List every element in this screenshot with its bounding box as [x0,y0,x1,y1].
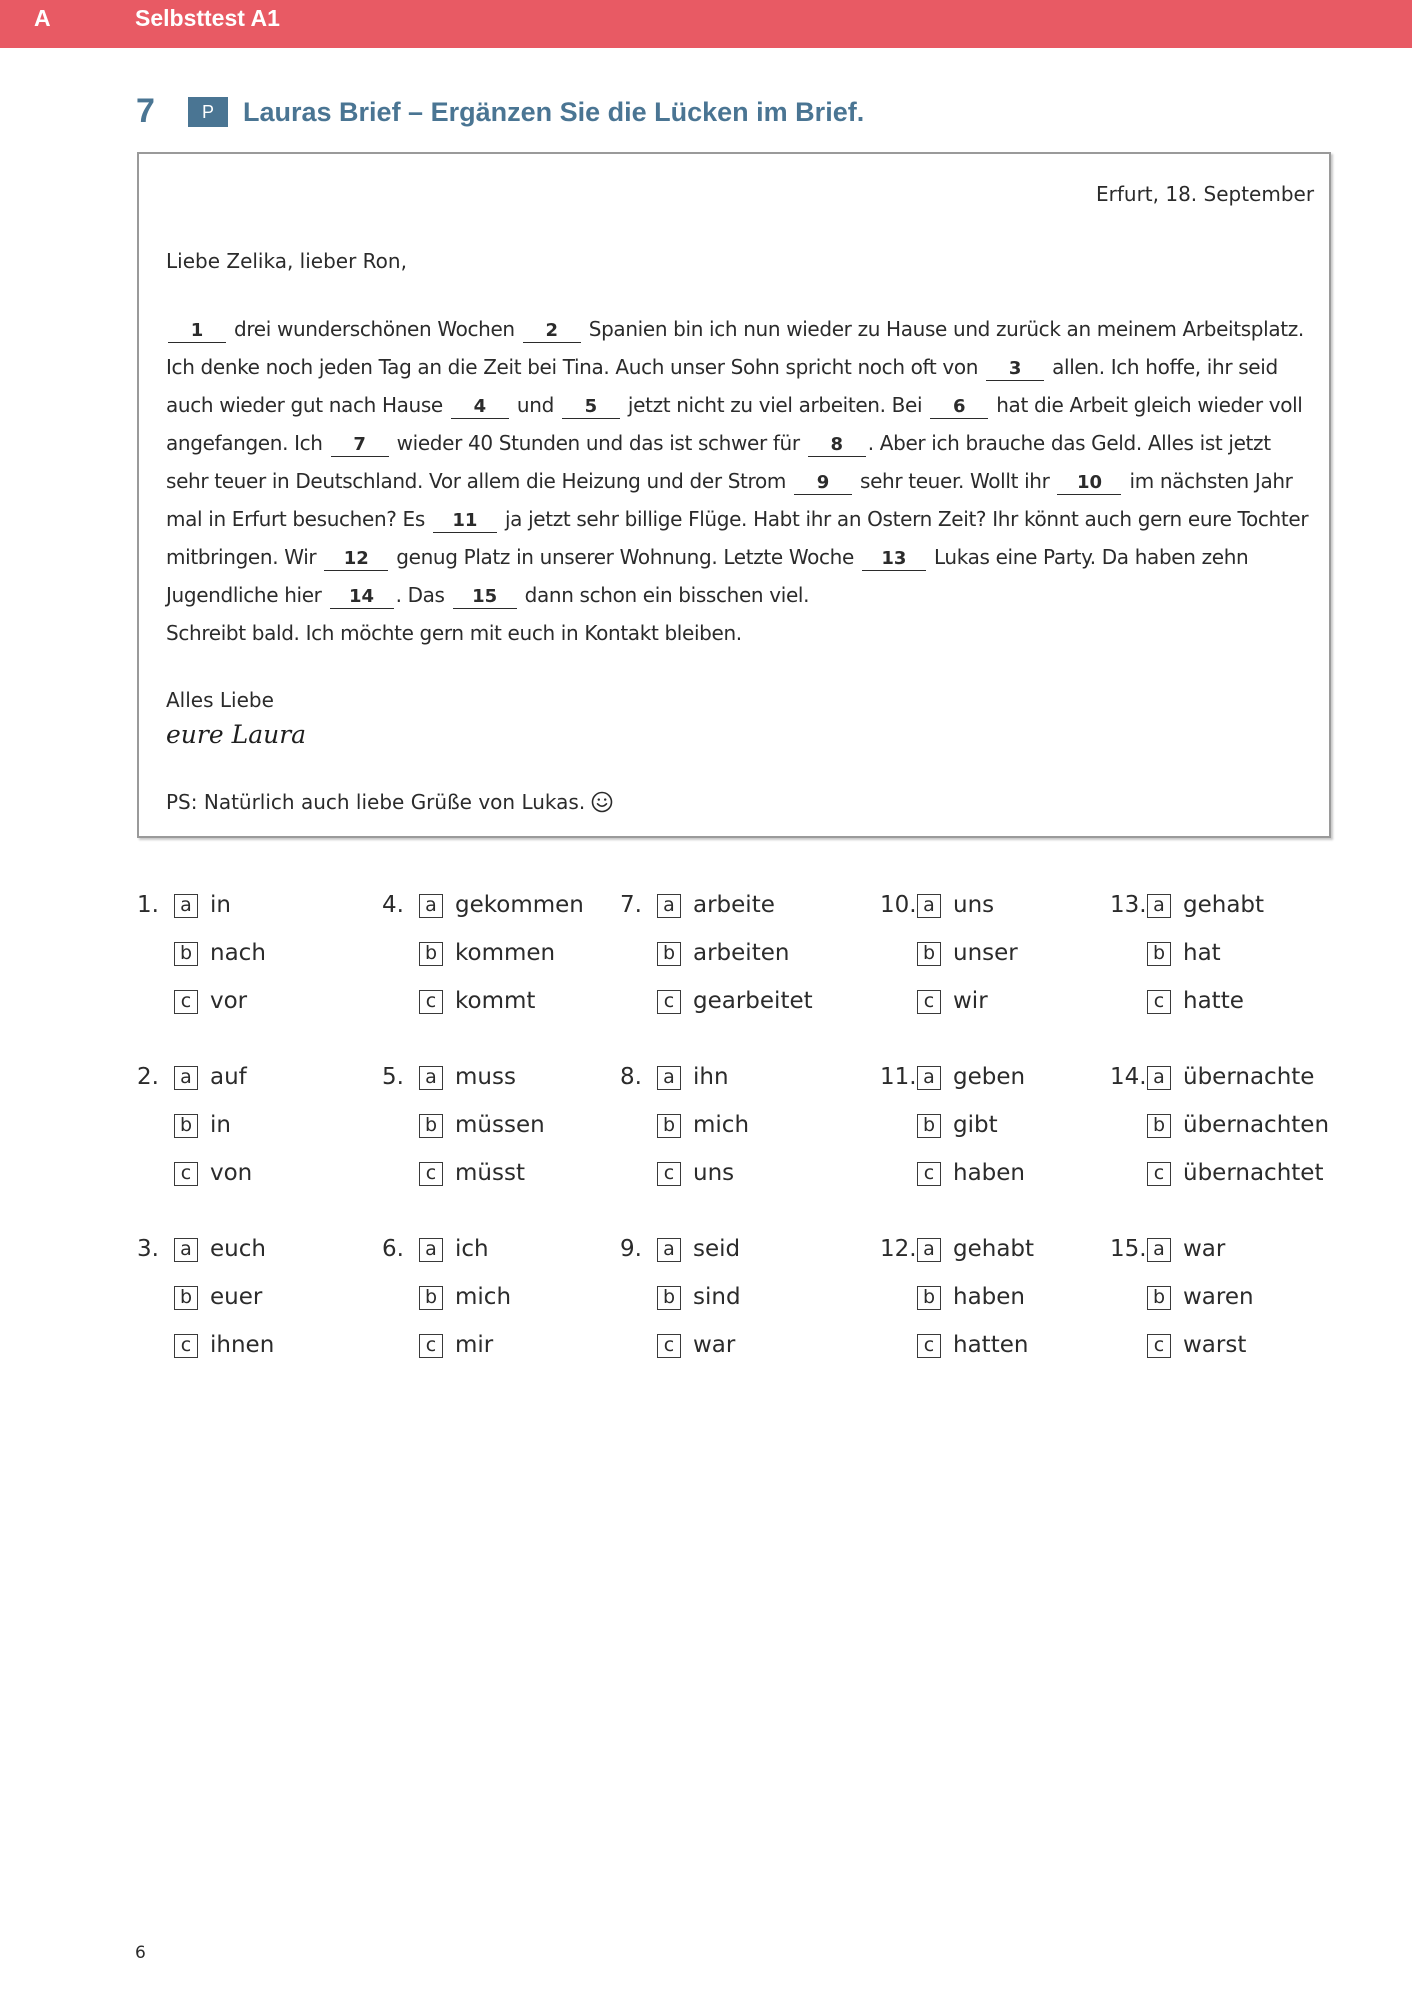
option-number: 10. [880,892,917,918]
checkbox-c[interactable]: c [1147,990,1171,1014]
option-label: war [1183,1236,1226,1262]
option-label: muss [455,1064,516,1090]
option-choice-b[interactable] [657,1284,741,1314]
option-label: warst [1183,1332,1247,1358]
checkbox-a[interactable]: a [174,894,198,918]
option-choice-a[interactable] [174,1236,266,1266]
checkbox-c[interactable]: c [419,1162,443,1186]
letter-text-segment: Schreibt bald. Ich möchte gern mit euch in Kontakt bleiben. [166,621,742,645]
header-title: Selbsttest A1 [135,5,280,31]
option-choice-c[interactable] [917,988,988,1018]
option-label: gibt [953,1112,998,1138]
option-label: müsst [455,1160,525,1186]
option-choice-a[interactable] [917,1064,1025,1094]
option-choice-b[interactable] [1147,1284,1254,1314]
checkbox-c[interactable]: c [1147,1162,1171,1186]
gap-blank-3: 3 [986,358,1044,381]
option-label: hat [1183,940,1221,966]
option-label: mich [455,1284,512,1310]
gap-blank-1: 1 [168,320,226,343]
gap-blank-9: 9 [794,472,852,495]
gap-blank-4: 4 [451,396,509,419]
checkbox-b[interactable]: b [419,1114,443,1138]
letter-text-segment: dann schon ein bisschen viel. [518,583,810,607]
checkbox-b[interactable]: b [419,942,443,966]
checkbox-b[interactable]: b [1147,1286,1171,1310]
option-label: übernachtet [1183,1160,1324,1186]
option-choice-c[interactable] [419,988,535,1018]
checkbox-c[interactable]: c [657,1162,681,1186]
checkbox-a[interactable]: a [657,894,681,918]
option-choice-b[interactable] [657,1112,749,1142]
option-choice-a[interactable] [174,892,231,922]
letter-text-segment: wieder 40 Stunden und das ist schwer für [390,431,806,455]
option-choice-b[interactable] [174,940,266,970]
checkbox-c[interactable]: c [174,990,198,1014]
letter-text-segment: allen. Ich hoffe, ihr seid [1046,355,1278,379]
checkbox-a[interactable]: a [1147,894,1171,918]
option-choice-b[interactable] [917,1112,998,1142]
option-choice-c[interactable] [174,988,247,1018]
letter-text-segment: Jugendliche hier [166,583,328,607]
letter-text-segment: im nächsten Jahr [1123,469,1293,493]
option-choice-c[interactable] [1147,1160,1323,1190]
checkbox-c[interactable]: c [419,990,443,1014]
option-number: 8. [620,1064,642,1090]
checkbox-a[interactable]: a [657,1238,681,1262]
option-label: vor [210,988,248,1014]
gap-blank-14: 14 [330,586,394,609]
gap-blank-15: 15 [453,586,517,609]
letter-text-segment: mitbringen. Wir [166,545,323,569]
option-number: 4. [382,892,404,918]
option-choice-b[interactable] [174,1112,231,1142]
letter-text-segment: Spanien bin ich nun wieder zu Hause und zurück an meinem Arbeitsplatz. [582,317,1304,341]
option-choice-a[interactable] [174,1064,247,1094]
option-label: arbeiten [693,940,790,966]
option-choice-c[interactable] [657,1160,734,1190]
option-number: 12. [880,1236,917,1262]
checkbox-a[interactable]: a [657,1066,681,1090]
exercise-title: Lauras Brief – Ergänzen Sie die Lücken im Brief. [243,97,865,127]
checkbox-a[interactable]: a [1147,1066,1171,1090]
option-choice-b[interactable] [419,1112,545,1142]
option-label: geben [953,1064,1026,1090]
checkbox-c[interactable]: c [174,1334,198,1358]
option-choice-a[interactable] [1147,892,1264,922]
option-label: übernachten [1183,1112,1330,1138]
checkbox-a[interactable]: a [419,894,443,918]
option-label: haben [953,1284,1025,1310]
letter-text-segment: Ich denke noch jeden Tag an die Zeit bei Tina. Auch unser Sohn spricht noch oft von [166,355,985,379]
checkbox-a[interactable]: a [419,1238,443,1262]
checkbox-b[interactable]: b [174,942,198,966]
option-choice-c[interactable] [1147,1332,1246,1362]
letter-text-segment: drei wunderschönen Wochen [228,317,521,341]
checkbox-c[interactable]: c [174,1162,198,1186]
checkbox-c[interactable]: c [917,1334,941,1358]
option-choice-c[interactable] [419,1160,525,1190]
option-label: auf [210,1064,247,1090]
checkbox-c[interactable]: c [1147,1334,1171,1358]
gap-blank-5: 5 [562,396,620,419]
letter-text-segment: . Aber ich brauche das Geld. Alles ist jetzt [867,431,1271,455]
option-label: gearbeitet [693,988,813,1014]
checkbox-b[interactable]: b [174,1286,198,1310]
option-choice-a[interactable] [1147,1064,1314,1094]
letter-ps [166,790,613,814]
option-choice-c[interactable] [1147,988,1244,1018]
letter-text-segment: und [510,393,560,417]
checkbox-c[interactable]: c [419,1334,443,1358]
option-choice-a[interactable] [1147,1236,1225,1266]
letter-text-segment: mal in Erfurt besuchen? Es [166,507,431,531]
option-label: war [693,1332,736,1358]
gap-blank-2: 2 [523,320,581,343]
option-choice-b[interactable] [1147,940,1221,970]
option-choice-a[interactable] [657,1236,740,1266]
gap-blank-13: 13 [862,548,926,571]
letter-text-segment: sehr teuer. Wollt ihr [854,469,1056,493]
letter-text-segment: Lukas eine Party. Da haben zehn [927,545,1249,569]
letter-ps-text: PS: Natürlich auch liebe Grüße von Lukas. [166,790,586,814]
letter-text-segment: sehr teuer in Deutschland. Vor allem die Heizung und der Strom [166,469,792,493]
option-label: uns [693,1160,735,1186]
option-choice-c[interactable] [657,1332,735,1362]
letter-body [166,310,1309,652]
option-label: mich [693,1112,750,1138]
checkbox-b[interactable]: b [657,1114,681,1138]
option-label: kommt [455,988,536,1014]
option-number: 6. [382,1236,404,1262]
checkbox-b[interactable]: b [1147,942,1171,966]
option-label: hatten [953,1332,1029,1358]
option-choice-a[interactable] [917,1236,1034,1266]
letter-closing: Alles Liebe [166,688,274,712]
checkbox-a[interactable]: a [917,894,941,918]
option-choice-a[interactable] [419,1236,489,1266]
letter-text-segment: auch wieder gut nach Hause [166,393,449,417]
exercise-number: 7 [136,92,155,130]
gap-blank-12: 12 [324,548,388,571]
gap-blank-10: 10 [1057,472,1121,495]
option-label: kommen [455,940,556,966]
checkbox-b[interactable]: b [917,942,941,966]
option-number: 7. [620,892,642,918]
letter-line [166,538,1306,576]
option-number: 9. [620,1236,642,1262]
letter-date: Erfurt, 18. September [1096,182,1315,206]
letter-line [166,462,1306,500]
option-label: seid [693,1236,741,1262]
option-choice-b[interactable] [419,1284,511,1314]
checkbox-b[interactable]: b [419,1286,443,1310]
option-label: müssen [455,1112,545,1138]
option-choice-b[interactable] [419,940,555,970]
option-choice-c[interactable] [917,1160,1025,1190]
option-label: ich [455,1236,489,1262]
letter-greeting: Liebe Zelika, lieber Ron, [166,249,407,273]
letter-text-segment: hat die Arbeit gleich wieder voll [990,393,1303,417]
checkbox-a[interactable]: a [1147,1238,1171,1262]
option-label: wir [953,988,988,1014]
letter-text-segment: . Das [395,583,451,607]
checkbox-a[interactable]: a [174,1238,198,1262]
checkbox-c[interactable]: c [917,990,941,1014]
option-label: gehabt [953,1236,1035,1262]
page-number: 6 [135,1943,146,1963]
option-choice-b[interactable] [174,1284,262,1314]
option-choice-a[interactable] [657,892,775,922]
option-label: gekommen [455,892,584,918]
option-label: hatte [1183,988,1244,1014]
option-label: mir [455,1332,494,1358]
option-label: übernachte [1183,1064,1315,1090]
option-label: euch [210,1236,266,1262]
option-label: gehabt [1183,892,1265,918]
checkbox-b[interactable]: b [917,1286,941,1310]
header-bar [0,0,1412,48]
option-choice-c[interactable] [174,1332,274,1362]
option-choice-a[interactable] [917,892,994,922]
letter-text-segment: ja jetzt sehr billige Flüge. Habt ihr an Ostern Zeit? Ihr könnt auch gern eure Tochter [498,507,1309,531]
gap-blank-11: 11 [433,510,497,533]
option-choice-a[interactable] [657,1064,729,1094]
option-choice-b[interactable] [917,1284,1025,1314]
option-label: arbeite [693,892,775,918]
option-number: 5. [382,1064,404,1090]
option-choice-b[interactable] [657,940,789,970]
gap-blank-6: 6 [930,396,988,419]
option-choice-c[interactable] [174,1160,252,1190]
letter-line [166,576,1306,614]
letter-line [166,500,1309,538]
option-label: waren [1183,1284,1254,1310]
checkbox-a[interactable]: a [419,1066,443,1090]
letter-text-segment: angefangen. Ich [166,431,329,455]
option-label: in [210,892,231,918]
option-number: 14. [1110,1064,1147,1090]
letter-line [166,424,1306,462]
option-choice-c[interactable] [657,988,813,1018]
exercise-badge: P [188,97,228,127]
option-label: ihn [693,1064,729,1090]
checkbox-b[interactable]: b [1147,1114,1171,1138]
checkbox-c[interactable]: c [657,1334,681,1358]
option-label: uns [953,892,995,918]
option-choice-c[interactable] [917,1332,1028,1362]
letter-text-segment: genug Platz in unserer Wohnung. Letzte Woche [390,545,860,569]
gap-blank-8: 8 [808,434,866,457]
checkbox-b[interactable]: b [917,1114,941,1138]
option-choice-b[interactable] [917,940,1018,970]
option-number: 11. [880,1064,917,1090]
letter-text-segment: jetzt nicht zu viel arbeiten. Bei [621,393,929,417]
option-label: in [210,1112,231,1138]
checkbox-c[interactable]: c [917,1162,941,1186]
option-number: 3. [137,1236,159,1262]
checkbox-c[interactable]: c [657,990,681,1014]
option-label: euer [210,1284,263,1310]
section-letter: A [34,5,51,31]
option-number: 15. [1110,1236,1147,1262]
checkbox-b[interactable]: b [657,1286,681,1310]
letter-line [166,310,1306,348]
checkbox-b[interactable]: b [174,1114,198,1138]
letter-line [166,614,1306,652]
option-choice-a[interactable] [419,892,584,922]
option-number: 1. [137,892,159,918]
option-label: haben [953,1160,1025,1186]
gap-blank-7: 7 [331,434,389,457]
option-choice-a[interactable] [419,1064,516,1094]
letter-signature: eure Laura [166,720,307,749]
option-choice-c[interactable] [419,1332,493,1362]
letter-line [166,386,1306,424]
option-number: 13. [1110,892,1147,918]
checkbox-a[interactable]: a [917,1066,941,1090]
option-number: 2. [137,1064,159,1090]
option-label: von [210,1160,253,1186]
option-label: unser [953,940,1018,966]
option-choice-b[interactable] [1147,1112,1329,1142]
letter-line [166,348,1306,386]
checkbox-b[interactable]: b [657,942,681,966]
option-label: nach [210,940,266,966]
checkbox-a[interactable]: a [917,1238,941,1262]
option-label: ihnen [210,1332,275,1358]
option-label: sind [693,1284,741,1310]
checkbox-a[interactable]: a [174,1066,198,1090]
smiley-icon [591,791,613,813]
